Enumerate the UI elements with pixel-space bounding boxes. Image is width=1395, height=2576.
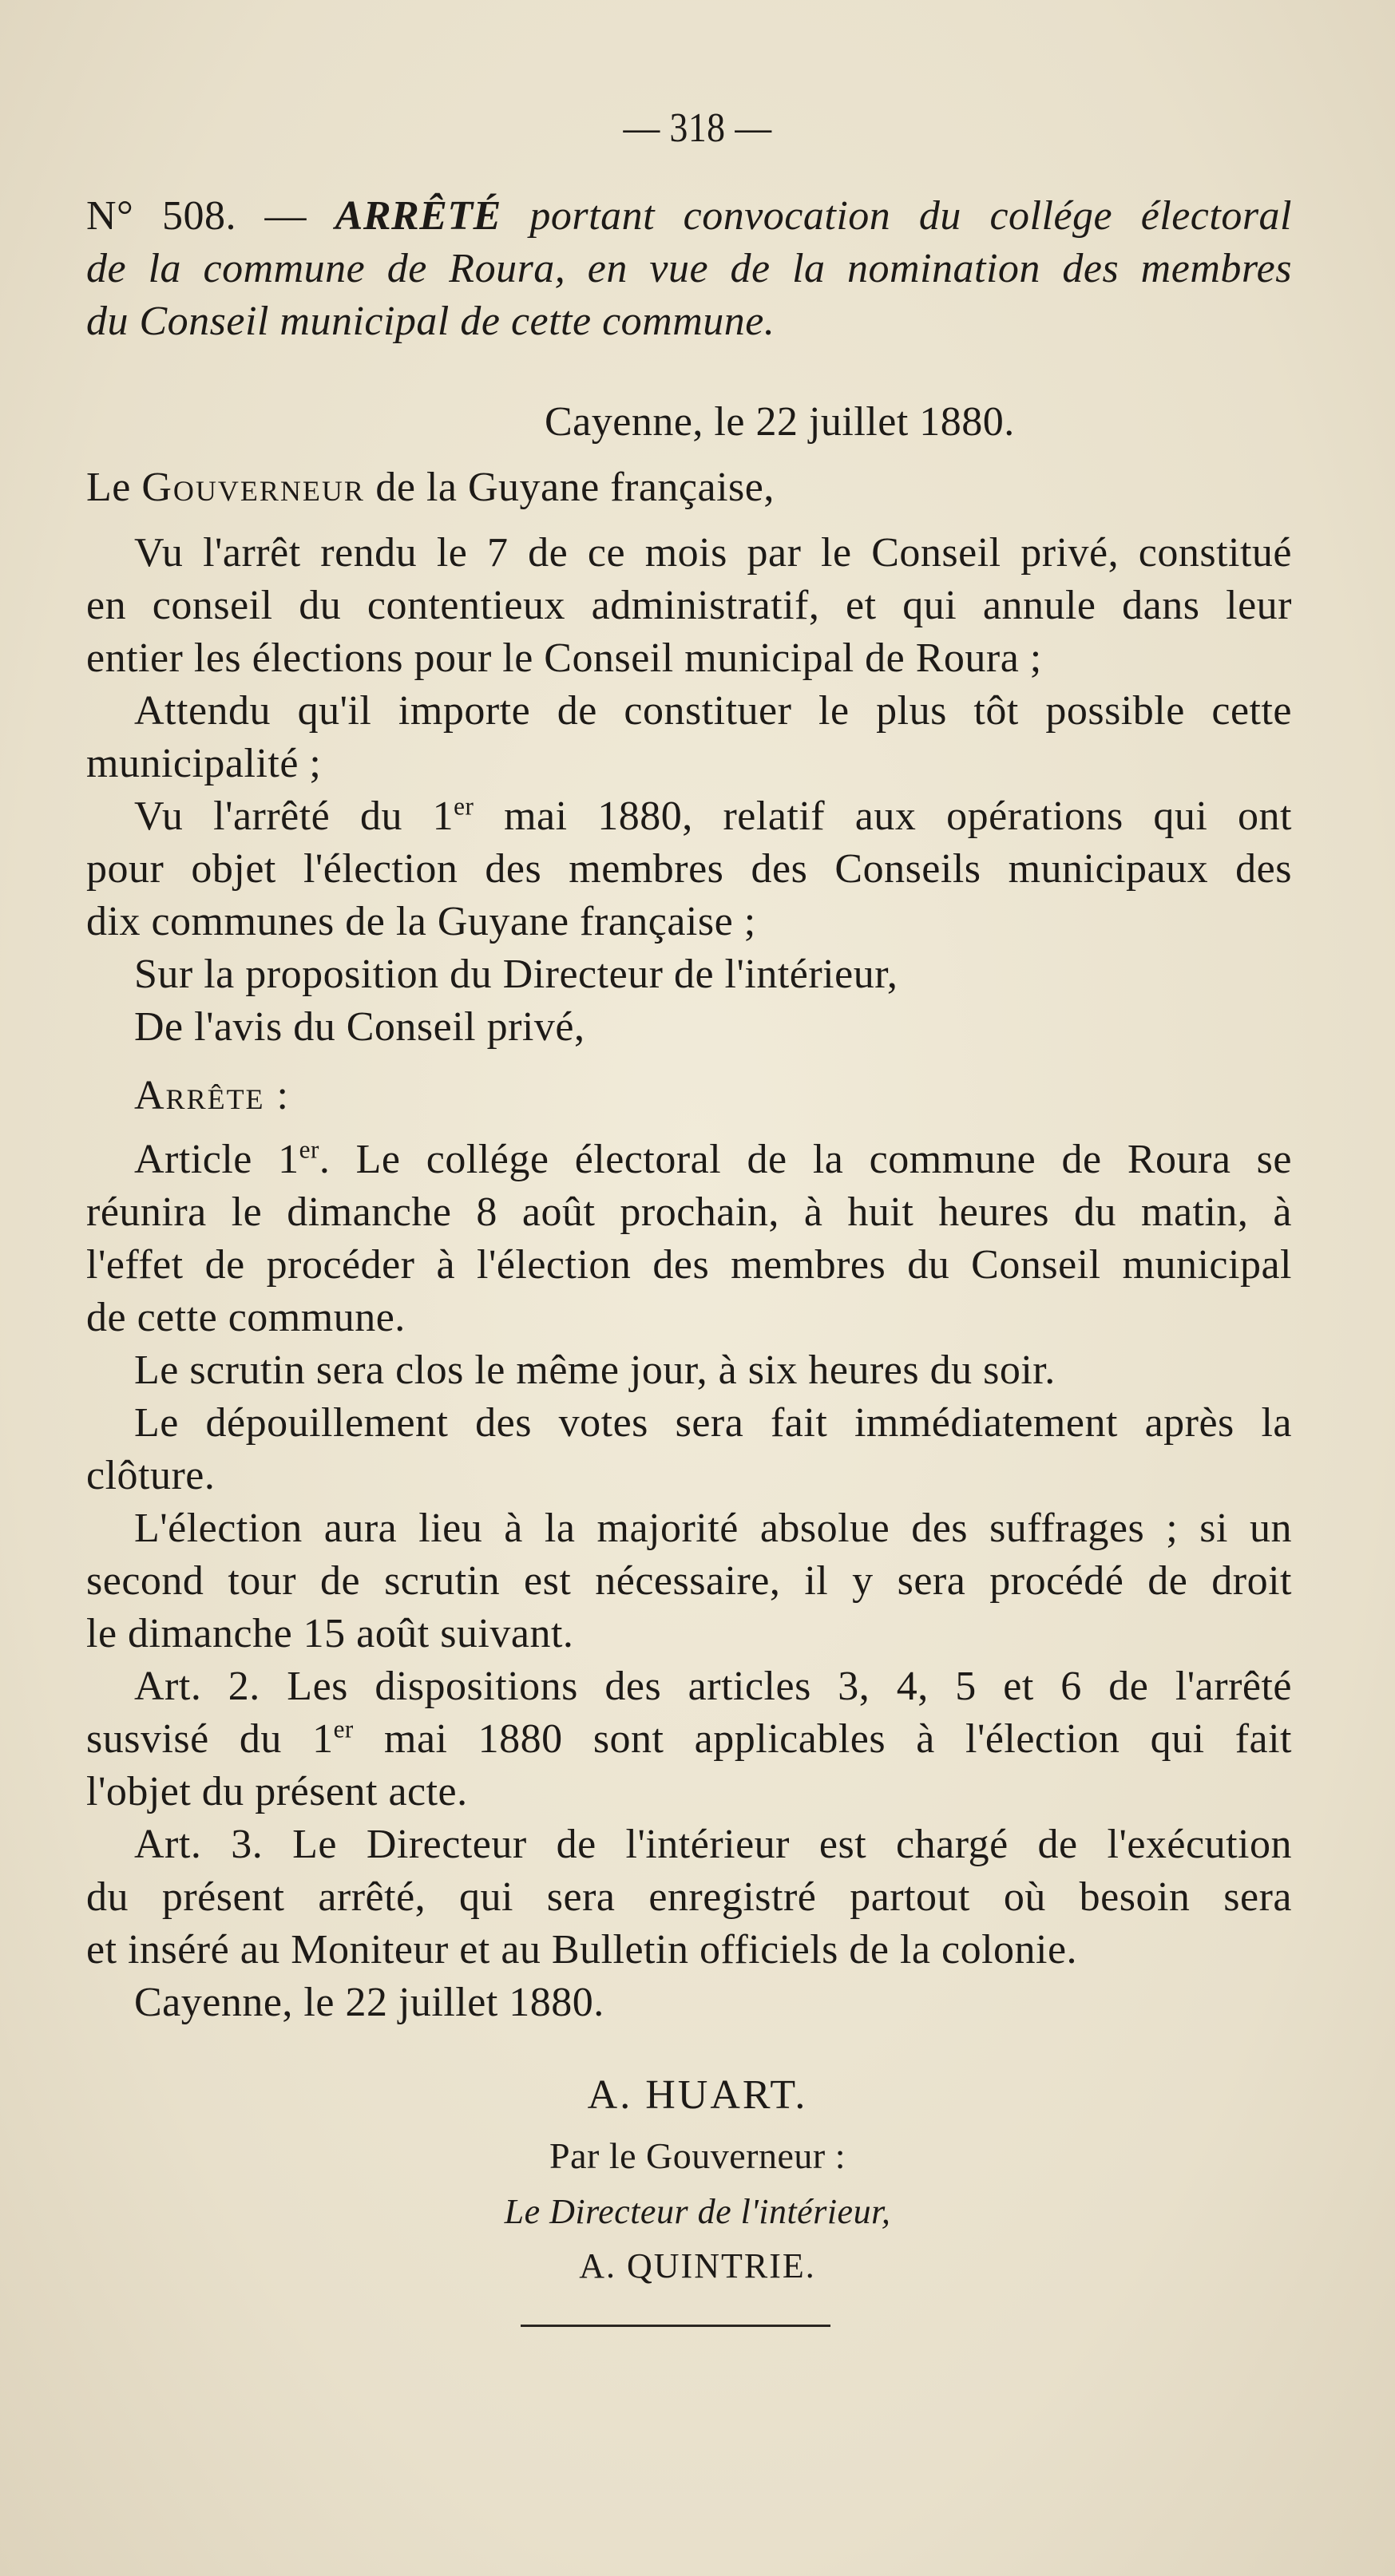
body-line-9: Sur la proposition du Directeur de l'intérieur, xyxy=(134,952,898,997)
opening-le: Le xyxy=(86,465,131,510)
body-line-7: pour objet l'élection des membres des Conseils municipaux des xyxy=(86,846,1292,892)
body-line-22: Art. 2. Les dispositions des articles 3, 4, 5 et 6 de l'arrêté xyxy=(134,1664,1292,1709)
body-line-19: L'élection aura lieu à la majorité absolue des suffrages ; si un xyxy=(134,1506,1292,1551)
body-line-6b: mai 1880, relatif aux opérations qui ont xyxy=(474,793,1292,839)
signature-name: A. HUART. xyxy=(587,2072,808,2118)
body-line-14: l'effet de procéder à l'élection des membres du Conseil municipal xyxy=(86,1242,1292,1288)
body-line-20: second tour de scrutin est nécessaire, il y sera procédé de droit xyxy=(86,1558,1292,1604)
body-line-25: Art. 3. Le Directeur de l'intérieur est chargé de l'exécution xyxy=(134,1822,1292,1867)
body-line-10: De l'avis du Conseil privé, xyxy=(134,1004,585,1050)
heading-title-rest: portant convocation du collége électoral xyxy=(529,193,1293,239)
signature-name-2: A. QUINTRIE. xyxy=(579,2246,816,2285)
body-line-1: Vu l'arrêt rendu le 7 de ce mois par le Conseil privé, constitué xyxy=(134,530,1292,576)
body-line-13: réunira le dimanche 8 août prochain, à huit heures du matin, à xyxy=(86,1189,1292,1235)
opening-gouverneur: Gouverneur xyxy=(141,465,365,510)
body-line-12 xyxy=(134,1134,1292,1186)
body-line-8: dix communes de la Guyane française ; xyxy=(86,899,756,944)
body-line-5: municipalité ; xyxy=(86,741,322,786)
body-line-15: de cette commune. xyxy=(86,1295,406,1340)
signature-par: Par le Gouverneur : xyxy=(549,2135,846,2176)
body-line-23b: mai 1880 sont applicables à l'élection qui fait xyxy=(353,1716,1292,1762)
body-line-17: Le dépouillement des votes sera fait immédiatement après la xyxy=(134,1400,1292,1446)
closing-place-date: Cayenne, le 22 juillet 1880. xyxy=(134,1980,604,2025)
place-date: Cayenne, le 22 juillet 1880. xyxy=(545,399,1015,445)
body-line-16: Le scrutin sera clos le même jour, à six heures du soir. xyxy=(134,1347,1056,1393)
heading-dash: — xyxy=(264,193,307,239)
body-line-26: du présent arrêté, qui sera enregistré partout où besoin sera xyxy=(86,1874,1292,1920)
body-line-2: en conseil du contentieux administratif, et qui annule dans leur xyxy=(86,583,1292,628)
arrete-heading: Arrête : xyxy=(134,1073,290,1118)
decree-title-word: ARRÊTÉ xyxy=(335,193,501,239)
heading-line-1 xyxy=(86,190,1292,243)
opening-line xyxy=(86,461,1292,514)
body-line-12a: Article 1 xyxy=(134,1137,299,1182)
body-line-18: clôture. xyxy=(86,1453,216,1498)
body-line-3: entier les élections pour le Conseil municipal de Roura ; xyxy=(86,635,1042,681)
body-line-12b: . Le collége électoral de la commune de Roura se xyxy=(319,1137,1292,1182)
body-line-23a: susvisé du 1 xyxy=(86,1716,334,1762)
page-number: — 318 — xyxy=(623,105,772,151)
body-line-21: le dimanche 15 août suivant. xyxy=(86,1611,574,1656)
body-line-23 xyxy=(86,1713,1292,1766)
decree-number: N° 508. xyxy=(86,193,236,239)
body-line-6 xyxy=(134,790,1292,843)
body-line-4: Attendu qu'il importe de constituer le plus tôt possible cette xyxy=(134,688,1292,734)
body-line-23-sup: er xyxy=(333,1715,354,1743)
body-line-6a: Vu l'arrêté du 1 xyxy=(134,793,454,839)
body-line-24: l'objet du présent acte. xyxy=(86,1769,468,1814)
heading-line-2: de la commune de Roura, en vue de la nomination des membres xyxy=(86,246,1292,291)
heading-line-3: du Conseil municipal de cette commune. xyxy=(86,299,775,344)
body-line-6-sup: er xyxy=(454,792,474,821)
body-line-27: et inséré au Moniteur et au Bulletin officiels de la colonie. xyxy=(86,1927,1078,1973)
closing-rule xyxy=(521,2325,830,2327)
opening-rest: de la Guyane française, xyxy=(375,465,775,510)
signature-role: Le Directeur de l'intérieur, xyxy=(504,2192,891,2231)
body-line-12-sup: er xyxy=(299,1135,319,1164)
